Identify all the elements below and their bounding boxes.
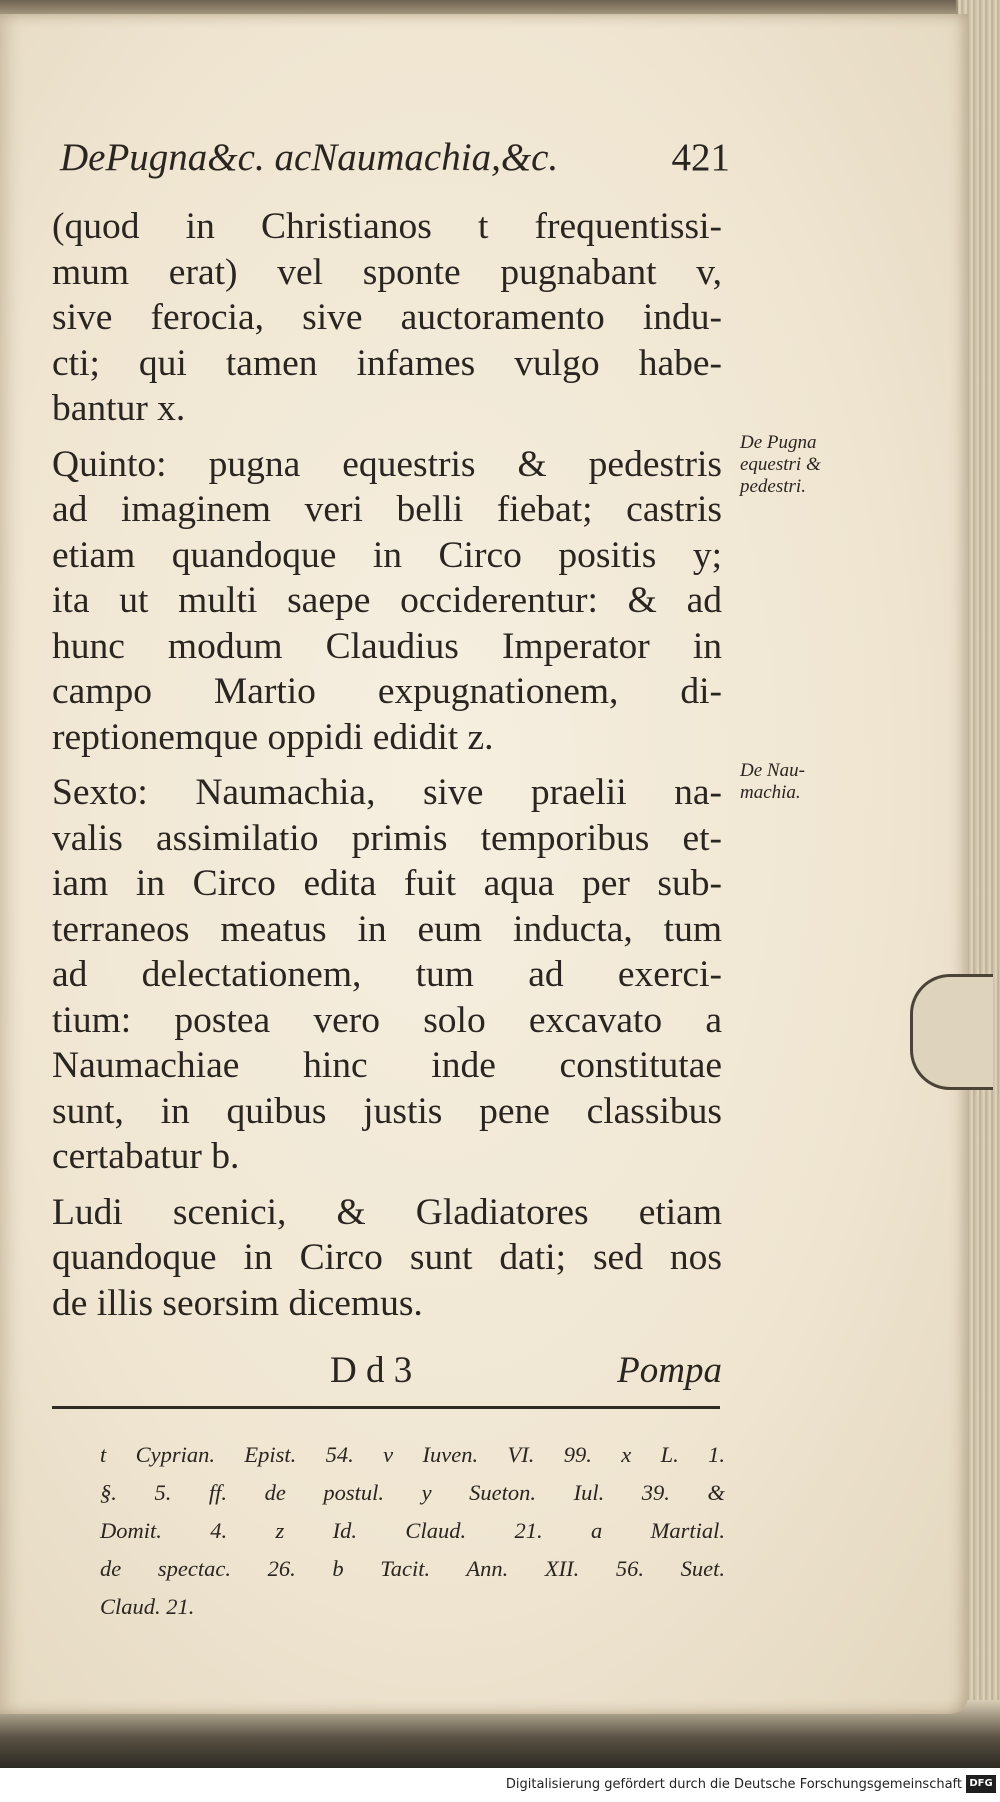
text-line: certabatur b. [52,1136,240,1177]
credit-bar [0,1768,1000,1802]
catchword: Pompa [617,1350,722,1391]
text-line: sunt, in quibus justis pene classibus [52,1090,722,1132]
text-line: etiam quandoque in Circo positis y; [52,534,722,576]
text-line: bantur x. [52,388,186,429]
page-tab-clip [910,974,993,1090]
text-line: campo Martio expugnationem, di- [52,671,722,712]
text-line: Ludi scenici, & Gladiatores etiam [52,1191,722,1233]
text-line: quandoque in Circo sunt dati; sed nos [52,1237,722,1278]
signature-mark: D d 3 [330,1350,413,1391]
text-line: reptionemque oppidi edidit z. [52,716,494,758]
text-line: (quod in Christianos t frequentissi- [52,206,722,247]
text-line: Quinto: pugna equestris & pedestris [52,443,722,485]
header-title: DePugna&c. acNaumachia,&c. [60,136,559,179]
text-line: terraneos meatus in eum inducta, tum [52,908,722,950]
text-line: hunc modum Claudius Imperator in [52,625,722,667]
margin-note-line: De Pugna [740,432,817,453]
margin-note-naumachia [740,760,805,804]
running-header [60,132,730,184]
footnote-line: §. 5. ff. de postul. y Sueton. Iul. 39. & [100,1480,725,1505]
footnote-line: t Cyprian. Epist. 54. v Iuven. VI. 99. x L. 1. [100,1442,725,1467]
text-line: valis assimilatio primis temporibus et- [52,817,722,859]
text-line: ad imaginem veri belli fiebat; castris [52,489,722,530]
book-page [0,14,968,1714]
text-line: sive ferocia, sive auctoramento indu- [52,297,722,338]
text-line: de illis seorsim dicemus. [52,1282,423,1324]
margin-note-line: pedestri. [740,476,806,497]
margin-note-line: equestri & [740,454,821,475]
dfg-logo: DFG [966,1775,996,1793]
main-text [52,204,722,1326]
footnote-line: Claud. 21. [100,1594,195,1619]
text-line: tium: postea vero solo excavato a [52,999,722,1041]
text-line: Sexto: Naumachia, sive praelii na- [52,772,722,813]
footnote-line: Domit. 4. z Id. Claud. 21. a Martial. [100,1518,725,1543]
footnote-line: de spectac. 26. b Tacit. Ann. XII. 56. Suet. [100,1556,725,1581]
text-line: Naumachiae hinc inde constitutae [52,1045,722,1086]
text-line: mum erat) vel sponte pugnabant v, [52,251,722,293]
text-line: cti; qui tamen infames vulgo habe- [52,342,722,384]
margin-note-line: De Nau- [740,760,805,781]
text-line: ita ut multi saepe occiderentur: & ad [52,580,722,621]
signature-line [52,1349,722,1397]
margin-note-pugna [740,432,821,498]
text-line: ad delectationem, tum ad exerci- [52,954,722,995]
margin-note-line: machia. [740,782,801,803]
funding-credit: Digitalisierung gefördert durch die Deutsche Forschungsgemeinschaft [505,1777,962,1792]
text-line: iam in Circo edita fuit aqua per sub- [52,863,722,904]
page-number: 421 [671,136,730,179]
footnotes [100,1436,725,1626]
footnote-rule [52,1406,720,1409]
